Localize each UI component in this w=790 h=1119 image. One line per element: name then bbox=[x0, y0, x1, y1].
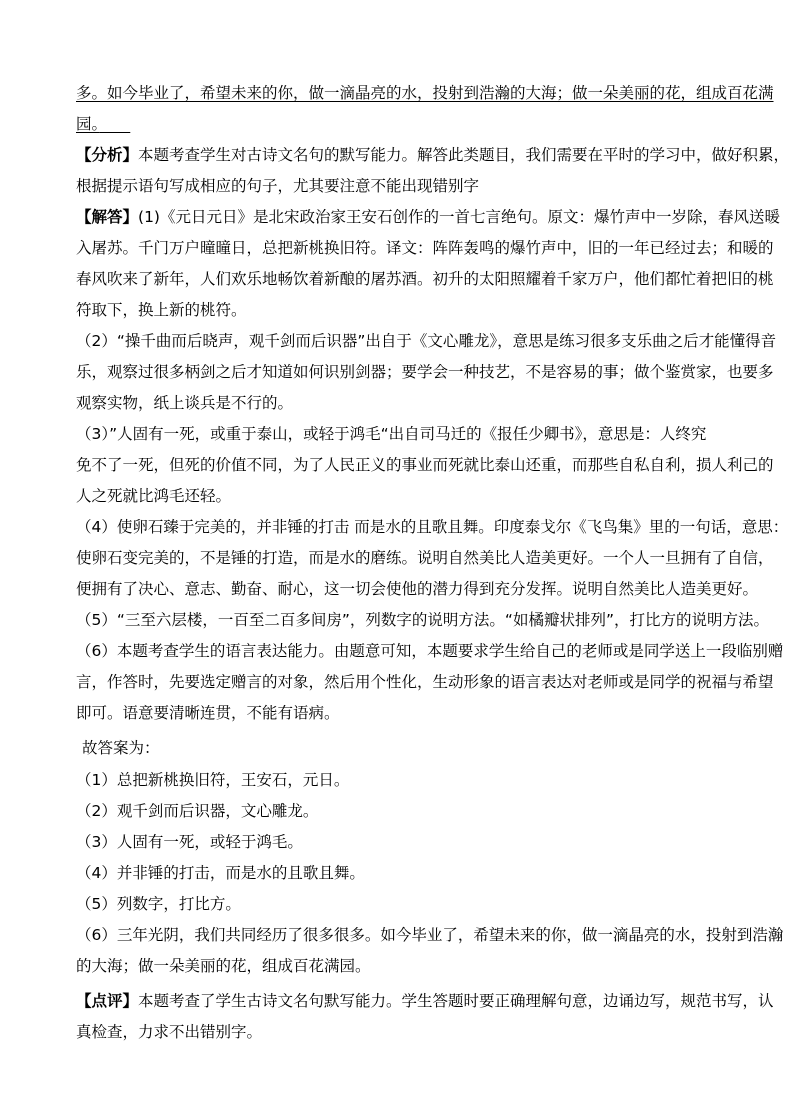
review-line-1 bbox=[76, 991, 774, 1011]
solution-item6-line-2: 言，作答时，先要选定赠言的对象，然后用个性化，生动形象的语言表达对老师或是同学的祝福与希望 bbox=[76, 673, 774, 691]
answer-6-line-2: 的大海；做一朵美丽的花，组成百花满园。 bbox=[76, 957, 371, 975]
solution-item6-line-1: （6）本题考查学生的语言表达能力。由题意可知，本题要求学生给自己的老师或是同学送上一段临别赠 bbox=[76, 642, 784, 660]
analysis-text-1: 本题考查学生对古诗文名句的默写能力。解答此类题目，我们需要在平时的学习中，做好积累， bbox=[138, 146, 790, 164]
answer-3: （3）人固有一死，或轻于鸿毛。 bbox=[76, 833, 303, 851]
solution-item1-line-3: 春风吹来了新年，人们欢乐地畅饮着新酿的屠苏酒。初升的太阳照耀着千家万户，他们都忙着把旧的桃 bbox=[76, 270, 774, 288]
solution-item2-line-1: （2）“操千曲而后晓声，观千剑而后识器”出自于《文心雕龙》，意思是练习很多支乐曲之后才能懂得音 bbox=[76, 332, 777, 350]
solution-tag: 【解答】 bbox=[76, 208, 139, 226]
review-text-1: 本题考查了学生古诗文名句默写能力。学生答题时要正确理解句意，边诵边写，规范书写，认 bbox=[138, 992, 774, 1010]
review-line-2: 真检查，力求不出错别字。 bbox=[76, 1023, 263, 1041]
solution-item4-line-2: 使卵石变完美的，不是锤的打造，而是水的磨练。说明自然美比人造美更好。一个人一旦拥有了自信， bbox=[76, 549, 774, 567]
analysis-line-2: 根据提示语句写成相应的句子，尤其要注意不能出现错别字 bbox=[76, 177, 480, 195]
answer-4: （4）并非锤的打击，而是水的且歌且舞。 bbox=[76, 864, 365, 882]
solution-item1-text-1: (1)《元日元日》是北宋政治家王安石创作的一首七言绝句。原文：爆竹声中一岁除，春风送暖 bbox=[138, 208, 780, 226]
solution-item4-line-3: 便拥有了决心、意志、勤奋、耐心，这一切会使他的潜力得到充分发挥。说明自然美比人造美更好。 bbox=[76, 580, 759, 598]
solution-item1-line-4: 符取下，换上新的桃符。 bbox=[76, 301, 247, 319]
solution-item2-line-3: 观察实物，纸上谈兵是不行的。 bbox=[76, 394, 294, 412]
answer-1: （1）总把新桃换旧符，王安石，元日。 bbox=[76, 771, 350, 789]
solution-item3-line-3: 人之死就比鸿毛还轻。 bbox=[76, 487, 232, 505]
answer-6-line-1: （6）三年光阴，我们共同经历了很多很多。如今毕业了，希望未来的你，做一滴晶亮的水，投射到浩瀚 bbox=[76, 926, 784, 944]
solution-item5-line-1: （5）“三至六层楼，一百至二百多间房”，列数字的说明方法。“如橘瓣状排列”，打比方的说明方法。 bbox=[76, 611, 769, 629]
review-tag: 【点评】 bbox=[76, 992, 139, 1010]
answer-5: （5）列数字，打比方。 bbox=[76, 895, 241, 913]
answer-2: （2）观千剑而后识器，文心雕龙。 bbox=[76, 802, 319, 820]
solution-item1-line-2: 入屠苏。千门万户曈曈日，总把新桃换旧符。译文：阵阵轰鸣的爆竹声中，旧的一年已经过去；和暖的 bbox=[76, 239, 774, 257]
answers-heading: 故答案为： bbox=[82, 739, 160, 757]
solution-item3-line-2: 免不了一死，但死的价值不同，为了人民正义的事业而死就比泰山还重，而那些自私自利，损人利己的 bbox=[76, 456, 774, 474]
intro-line-2-text: 园。 bbox=[76, 115, 100, 133]
intro-line-2 bbox=[76, 114, 716, 134]
analysis-tag: 【分析】 bbox=[76, 146, 139, 164]
solution-line-1 bbox=[76, 207, 780, 227]
intro-line-1: 多。如今毕业了，希望未来的你，做一滴晶亮的水，投射到浩瀚的大海；做一朵美丽的花，组成百花满 bbox=[76, 84, 774, 102]
analysis-line-1 bbox=[76, 145, 790, 165]
solution-item4-line-1: （4）使卵石臻于完美的，并非锤的打击 而是水的且歌且舞。印度泰戈尔《飞鸟集》里的一句话，意思： bbox=[76, 518, 789, 536]
solution-item6-line-3: 即可。语意要清晰连贯，不能有语病。 bbox=[76, 704, 340, 722]
solution-item2-line-2: 乐，观察过很多柄剑之后才知道如何识别剑器；要学会一种技艺，不是容易的事；做个鉴赏家，也要多 bbox=[76, 363, 774, 381]
solution-item3-line-1: （3）”人固有一死，或重于泰山，或轻于鸿毛“出自司马迁的《报任少卿书》，意思是：人终究 bbox=[76, 425, 707, 443]
